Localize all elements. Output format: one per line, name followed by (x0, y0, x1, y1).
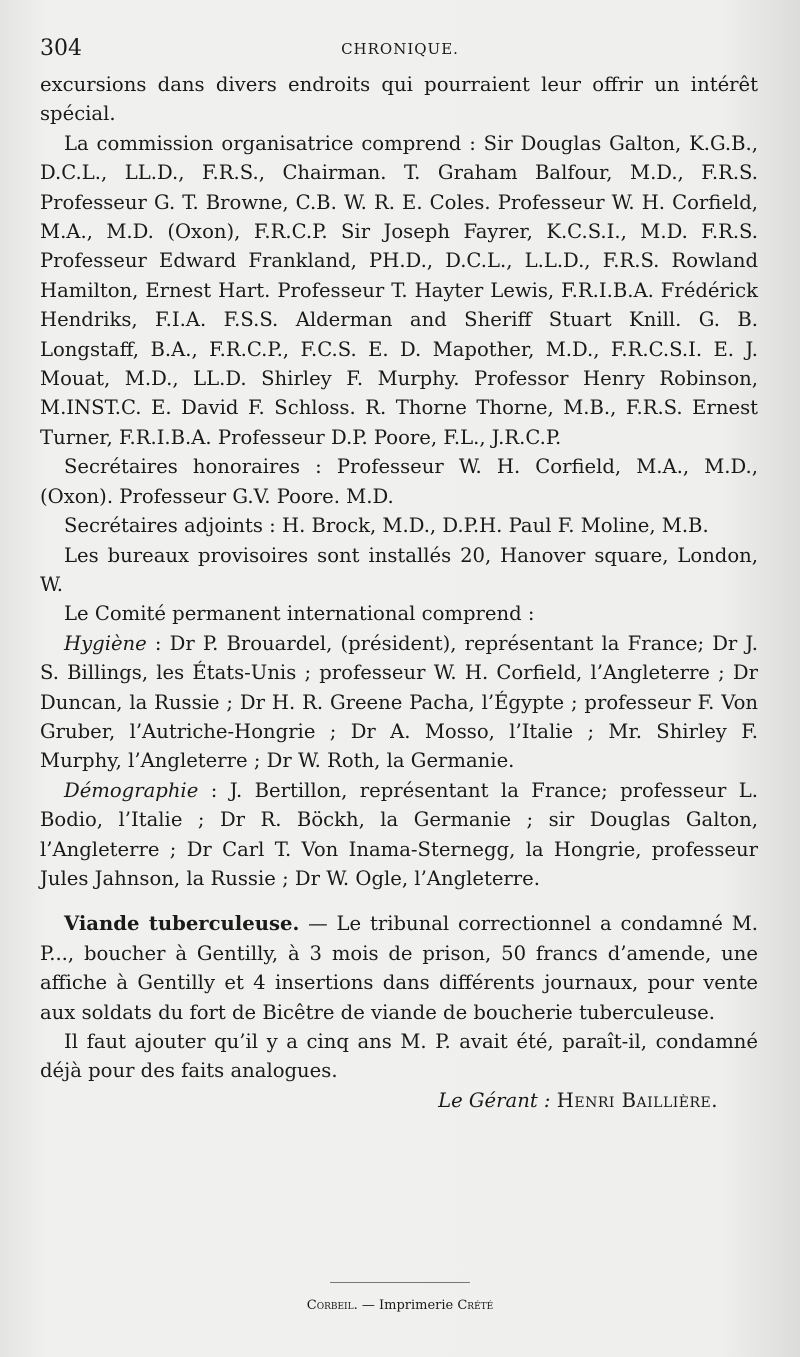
footer-place: Corbeil. (306, 1298, 358, 1313)
paragraph-excursions: excursions dans divers endroits qui pourraient leur offrir un intérêt spécial. (40, 73, 758, 126)
paragraph-demographie (40, 776, 758, 894)
paragraph-secretaires-honoraires: Secrétaires honoraires : Professeur W. H. Corfield, M.A., M.D., (Oxon). Professeur G.V. Poore. M.D. (40, 455, 758, 508)
footer-rule (330, 1282, 470, 1283)
page-number: 304 (40, 36, 82, 61)
article-body (40, 70, 758, 1115)
viande-title: Viande tuberculeuse. (64, 912, 300, 936)
footer-separator: — Imprimerie (357, 1298, 458, 1313)
section-gap (40, 893, 758, 909)
hygiene-text: : Dr P. Brouardel, (président), représentant la France; Dr J. S. Billings, les États-Unis ; professeur W. H. Corfield, l’Angleterre ; Dr Duncan, la Russie ; Dr H. R. Greene Pacha, l’Égypte ; professeur F. Von Gruber, l’Autriche-Hongrie ; Dr A. Mosso, l’Italie ; Mr. Shirley F. Murphy, l’Angleterre ; Dr W. Roth, la Germanie. (40, 631, 758, 773)
paragraph-bureaux: Les bureaux provisoires sont installés 20, Hanover square, London, W. (40, 543, 758, 596)
demographie-label: Démographie (64, 778, 199, 802)
imprint-footer (0, 1298, 800, 1313)
paragraph-commission: La commission organisatrice comprend : Sir Douglas Galton, K.G.B., D.C.L., LL.D., F.R.S., Chairman. T. Graham Balfour, M.D., F.R.S. Professeur G. T. Browne, C.B. W. R. E. Coles. Professeur W. H. Corfield, M.A., M.D. (Oxon), F.R.C.P. Sir Joseph Fayrer, K.C.S.I., M.D. F.R.S. Professeur Edward Frankland, PH.D., D.C.L., L.L.D., F.R.S. Rowland Hamilton, Ernest Hart. Professeur T. Hayter Lewis, F.R.I.B.A. Frédérick Hendriks, F.I.A. F.S.S. Alderman and Sheriff Stuart Knill. G. B. Longstaff, B.A., F.R.C.P., F.C.S. E. D. Mapother, M.D., F.R.C.S.I. E. J. Mouat, M.D., LL.D. Shirley F. Murphy. Professor Henry Robinson, M.INST.C. E. David F. Schloss. R. Thorne Thorne, M.B., F.R.S. Ernest Turner, F.R.I.B.A. Professeur D.P. Poore, F.L., J.R.C.P. (40, 131, 758, 449)
paragraph-ajouter: Il faut ajouter qu’il y a cinq ans M. P. avait été, paraît-il, condamné déjà pour des faits analogues. (40, 1030, 758, 1083)
demographie-text: : J. Bertillon, représentant la France; professeur L. Bodio, l’Italie ; Dr R. Böckh, la Germanie ; sir Douglas Galton, l’Angleterre ; Dr Carl T. Von Inama-Sternegg, la Hongrie, professeur Jules Jahnson, la Russie ; Dr W. Ogle, l’Angleterre. (40, 778, 758, 890)
footer-printer: Crété (457, 1298, 494, 1313)
running-head: CHRONIQUE. (341, 40, 459, 58)
paragraph-hygiene (40, 629, 758, 776)
page-header (40, 30, 760, 66)
paragraph-secretaires-adjoints: Secrétaires adjoints : H. Brock, M.D., D.P.H. Paul F. Moline, M.B. (64, 514, 709, 538)
hygiene-label: Hygiène (64, 631, 147, 655)
signature-label: Le Gérant : (438, 1088, 551, 1112)
paragraph-viande (40, 909, 758, 1027)
viande-text: — Le tribunal correctionnel a condamné M. P..., boucher à Gentilly, à 3 mois de prison, 50 francs d’amende, une affiche à Gentilly et 4 insertions dans différents journaux, pour vente aux soldats du fort de Bicêtre de viande de boucherie tuberculeuse. (40, 912, 759, 1024)
paragraph-comite: Le Comité permanent international comprend : (64, 602, 535, 626)
signature-name: Henri Baillière. (556, 1088, 718, 1112)
signature (40, 1086, 758, 1115)
